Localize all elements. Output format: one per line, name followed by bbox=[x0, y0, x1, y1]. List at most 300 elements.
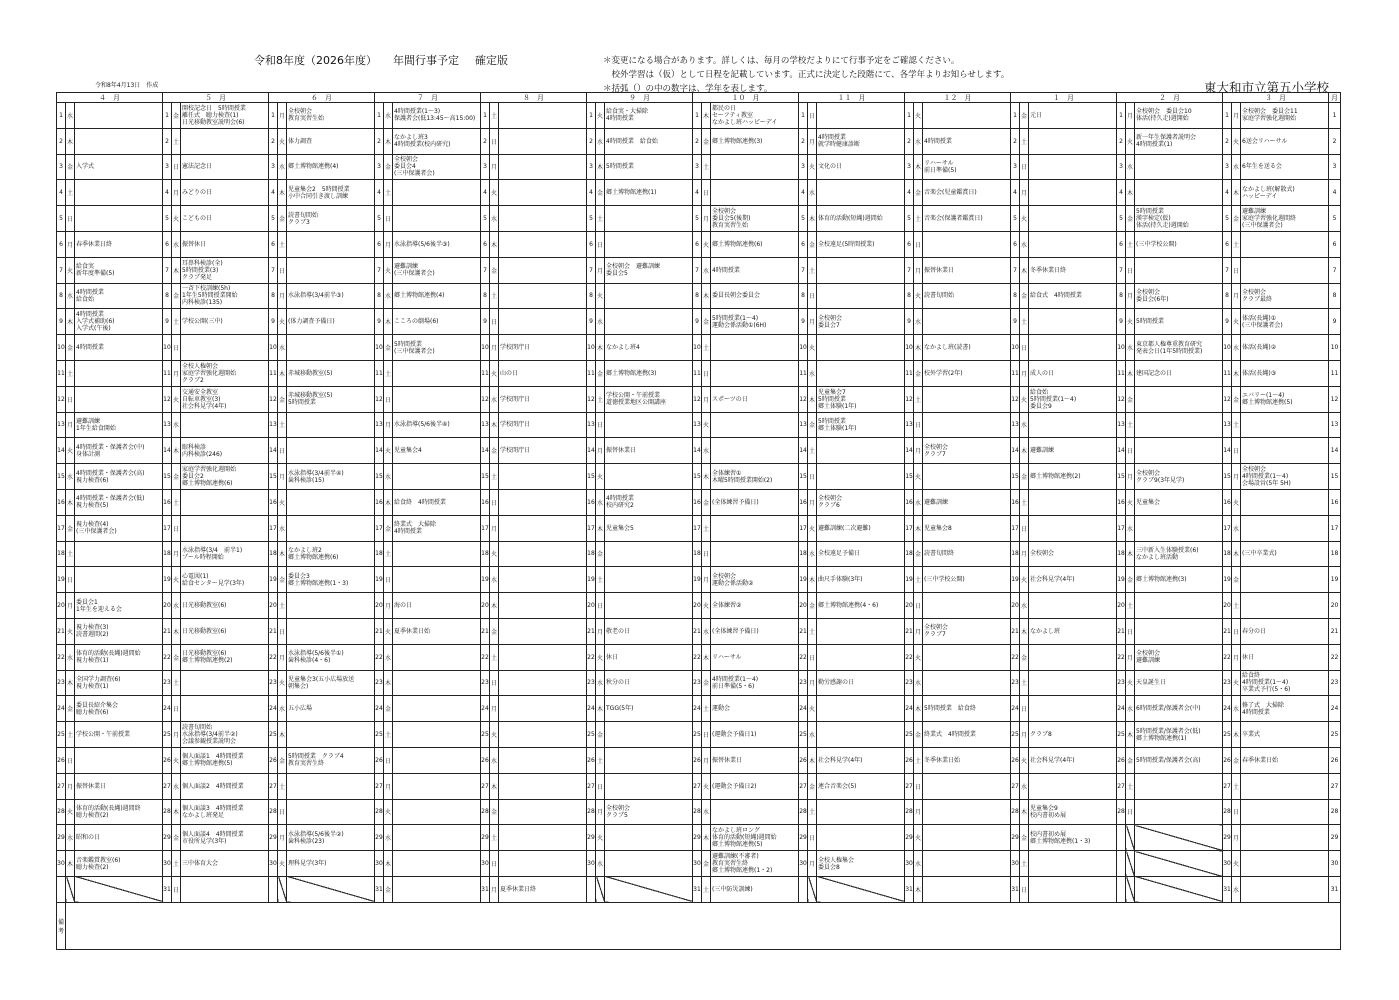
row-day-number: 2 bbox=[1329, 128, 1341, 154]
event-cell: 都民の日 セーフティ教室 なかよし班ハッピーデイ bbox=[711, 103, 799, 129]
weekday-cell: 日 bbox=[1020, 154, 1029, 180]
event-cell bbox=[393, 722, 481, 748]
weekday-cell: 月 bbox=[1126, 283, 1135, 309]
weekday-cell: 水 bbox=[278, 154, 287, 180]
event-cell bbox=[499, 799, 587, 825]
event-cell: 社会科見学(4年) bbox=[1029, 567, 1117, 593]
event-cell bbox=[605, 567, 693, 593]
weekday-cell: 土 bbox=[1232, 412, 1241, 438]
day-number: 25 bbox=[375, 722, 384, 748]
day-number: 30 bbox=[481, 851, 490, 877]
day-number: 27 bbox=[163, 773, 172, 799]
note-line: 校外学習は（仮）として日程を記載しています。正式に決定した段階にて、各学年よりお知らせします。 bbox=[603, 70, 1010, 80]
weekday-cell: 土 bbox=[808, 438, 817, 464]
event-cell: 振替休業日 bbox=[75, 773, 163, 799]
event-cell bbox=[1135, 386, 1223, 412]
day-number: 7 bbox=[269, 257, 278, 283]
event-cell: 全校朝会 避難訓練 bbox=[1135, 644, 1223, 670]
day-number: 21 bbox=[57, 618, 66, 644]
weekday-cell: 水 bbox=[702, 257, 711, 283]
weekday-cell: 日 bbox=[1020, 876, 1029, 902]
day-number: 31 bbox=[481, 876, 490, 902]
weekday-cell: 水 bbox=[914, 489, 923, 515]
day-number: 20 bbox=[163, 593, 172, 619]
weekday-cell: 金 bbox=[702, 128, 711, 154]
event-cell: 児童集会3(五小広場放送 朝集会) bbox=[287, 670, 375, 696]
event-cell: 振替休日 bbox=[181, 231, 269, 257]
event-cell: 全校朝会 クラブ7 bbox=[923, 618, 1011, 644]
day-number: 11 bbox=[1223, 360, 1232, 386]
weekday-cell: 土 bbox=[596, 206, 605, 232]
weekday-cell: 火 bbox=[914, 644, 923, 670]
event-cell: 郷土博物館連携(4・6) bbox=[817, 593, 905, 619]
weekday-cell: 金 bbox=[384, 696, 393, 722]
event-cell: 日光移動教室(6) 郷土博物館連携(2) bbox=[181, 644, 269, 670]
event-cell: 全校朝会 クラブ6 bbox=[817, 489, 905, 515]
weekday-cell: 日 bbox=[1020, 335, 1029, 361]
event-cell: 運動会 bbox=[711, 696, 799, 722]
weekday-cell: 火 bbox=[1232, 851, 1241, 877]
weekday-cell: 日 bbox=[1020, 515, 1029, 541]
weekday-cell: 火 bbox=[1020, 206, 1029, 232]
weekday-cell: 金 bbox=[1126, 206, 1135, 232]
weekday-cell: 土 bbox=[278, 593, 287, 619]
day-number: 23 bbox=[57, 670, 66, 696]
event-cell bbox=[499, 257, 587, 283]
weekday-cell: 月 bbox=[596, 257, 605, 283]
day-number: 23 bbox=[693, 670, 702, 696]
event-cell: 読書旬間始 bbox=[923, 283, 1011, 309]
day-number: 11 bbox=[587, 360, 596, 386]
event-cell: 冬季休業日始 bbox=[923, 747, 1011, 773]
weekday-cell: 日 bbox=[1126, 438, 1135, 464]
row-day-number: 22 bbox=[1329, 644, 1341, 670]
event-cell: 全校朝会 bbox=[1029, 541, 1117, 567]
event-cell bbox=[711, 360, 799, 386]
day-number: 24 bbox=[799, 696, 808, 722]
day-number: 22 bbox=[1011, 644, 1020, 670]
weekday-cell: 火 bbox=[278, 309, 287, 335]
footer-row bbox=[57, 902, 1341, 949]
event-cell: 5時間授業 bbox=[1135, 309, 1223, 335]
weekday-cell: 水 bbox=[1020, 231, 1029, 257]
day-number: 2 bbox=[163, 128, 172, 154]
weekday-cell: 金 bbox=[1232, 206, 1241, 232]
day-number: 15 bbox=[375, 464, 384, 490]
month-header: ８ 月 bbox=[481, 93, 587, 103]
row-day-number: 13 bbox=[1329, 412, 1341, 438]
weekday-cell: 木 bbox=[1020, 257, 1029, 283]
weekday-cell: 木 bbox=[596, 335, 605, 361]
event-cell: 社会科見学(4年) bbox=[1029, 747, 1117, 773]
event-cell bbox=[711, 515, 799, 541]
day-number: 18 bbox=[163, 541, 172, 567]
weekday-cell: 月 bbox=[702, 567, 711, 593]
weekday-cell: 日 bbox=[596, 773, 605, 799]
event-cell: 児童集会8 bbox=[923, 515, 1011, 541]
day-number: 30 bbox=[1223, 851, 1232, 877]
weekday-cell: 水 bbox=[490, 206, 499, 232]
day-number: 25 bbox=[163, 722, 172, 748]
weekday-cell: 日 bbox=[1232, 438, 1241, 464]
event-cell bbox=[499, 644, 587, 670]
event-cell: 郷土博物館連携(6) bbox=[711, 231, 799, 257]
weekday-cell: 火 bbox=[596, 283, 605, 309]
day-number: 17 bbox=[905, 515, 914, 541]
day-number: 28 bbox=[481, 799, 490, 825]
weekday-cell: 水 bbox=[702, 618, 711, 644]
event-cell: なかよし班2 郷土博物館連携(6) bbox=[287, 541, 375, 567]
schedule-table bbox=[56, 92, 1341, 950]
weekday-cell: 木 bbox=[914, 154, 923, 180]
weekday-cell: 金 bbox=[1232, 747, 1241, 773]
event-cell: 5時間授業/保護者会(低) 郷土博物館連携(1) bbox=[1135, 722, 1223, 748]
day-number: 25 bbox=[1011, 722, 1020, 748]
event-cell: 全国学力調査(6) 視力検査(1) bbox=[75, 670, 163, 696]
day-number: 3 bbox=[1223, 154, 1232, 180]
day-number: 1 bbox=[57, 103, 66, 129]
weekday-cell: 金 bbox=[66, 335, 75, 361]
weekday-cell: 水 bbox=[66, 644, 75, 670]
weekday-cell: 木 bbox=[66, 309, 75, 335]
event-cell: 建国記念の日 bbox=[1135, 360, 1223, 386]
event-cell bbox=[923, 644, 1011, 670]
weekday-cell: 木 bbox=[808, 747, 817, 773]
weekday-cell: 土 bbox=[384, 722, 393, 748]
event-cell: 避難訓練 bbox=[1029, 438, 1117, 464]
event-cell: 水泳指導(5/6後半①) 歯科検診(4・6) bbox=[287, 644, 375, 670]
day-number: 6 bbox=[163, 231, 172, 257]
weekday-cell: 月 bbox=[172, 360, 181, 386]
day-number: 31 bbox=[1011, 876, 1020, 902]
weekday-cell: 木 bbox=[278, 541, 287, 567]
event-cell bbox=[499, 489, 587, 515]
weekday-cell: 木 bbox=[384, 489, 393, 515]
weekday-cell: 月 bbox=[914, 438, 923, 464]
day-header: 月 bbox=[1329, 93, 1341, 103]
weekday-cell: 金 bbox=[596, 722, 605, 748]
day-number: 15 bbox=[1011, 464, 1020, 490]
event-cell bbox=[1029, 876, 1117, 902]
event-cell: 音楽会(児童鑑賞日) bbox=[923, 180, 1011, 206]
weekday-cell: 月 bbox=[1126, 464, 1135, 490]
month-header: １２ 月 bbox=[905, 93, 1011, 103]
weekday-cell bbox=[1126, 876, 1135, 902]
day-number: 7 bbox=[1117, 257, 1126, 283]
day-number: 15 bbox=[57, 464, 66, 490]
weekday-cell: 木 bbox=[914, 335, 923, 361]
event-cell: 給食実 新年度準備(5) bbox=[75, 257, 163, 283]
weekday-cell: 土 bbox=[1020, 309, 1029, 335]
event-cell: 校内書初め展 郷土博物館連携(1・3) bbox=[1029, 825, 1117, 851]
weekday-cell: 月 bbox=[490, 335, 499, 361]
weekday-cell: 火 bbox=[172, 386, 181, 412]
weekday-cell: 日 bbox=[808, 644, 817, 670]
day-number: 20 bbox=[1223, 593, 1232, 619]
weekday-cell: 月 bbox=[490, 515, 499, 541]
event-cell bbox=[1135, 180, 1223, 206]
event-cell: 5時間授業 漢字検定(仮) 体活(持久走)週開始 bbox=[1135, 206, 1223, 232]
day-number: 23 bbox=[1223, 670, 1232, 696]
day-number: 12 bbox=[163, 386, 172, 412]
day-number: 22 bbox=[905, 644, 914, 670]
weekday-cell: 金 bbox=[1126, 386, 1135, 412]
weekday-cell: 日 bbox=[1126, 799, 1135, 825]
day-number: 18 bbox=[693, 541, 702, 567]
day-number: 21 bbox=[481, 618, 490, 644]
weekday-cell: 月 bbox=[808, 128, 817, 154]
weekday-cell: 火 bbox=[596, 464, 605, 490]
day-number: 15 bbox=[693, 464, 702, 490]
day-number: 19 bbox=[481, 567, 490, 593]
event-cell bbox=[181, 128, 269, 154]
event-cell bbox=[75, 876, 163, 902]
weekday-cell: 月 bbox=[490, 696, 499, 722]
day-number: 14 bbox=[57, 438, 66, 464]
event-cell bbox=[1135, 876, 1223, 902]
weekday-cell: 土 bbox=[66, 360, 75, 386]
day-number: 8 bbox=[57, 283, 66, 309]
day-number: 10 bbox=[799, 335, 808, 361]
event-cell: 休日 bbox=[605, 644, 693, 670]
event-cell bbox=[1029, 773, 1117, 799]
event-cell bbox=[923, 464, 1011, 490]
weekday-cell: 日 bbox=[808, 283, 817, 309]
day-number: 13 bbox=[693, 412, 702, 438]
event-cell bbox=[1241, 489, 1329, 515]
footer-label: 備考 bbox=[57, 902, 66, 949]
day-number: 26 bbox=[905, 747, 914, 773]
event-cell bbox=[923, 773, 1011, 799]
day-number: 13 bbox=[163, 412, 172, 438]
day-number: 20 bbox=[905, 593, 914, 619]
day-number: 12 bbox=[799, 386, 808, 412]
weekday-cell: 金 bbox=[278, 747, 287, 773]
weekday-cell: 火 bbox=[596, 103, 605, 129]
event-cell: 卒業式 bbox=[1241, 722, 1329, 748]
day-number: 3 bbox=[269, 154, 278, 180]
day-number: 30 bbox=[375, 851, 384, 877]
event-cell: 全校朝会 委員会7 bbox=[817, 309, 905, 335]
weekday-cell: 日 bbox=[490, 489, 499, 515]
month-header: ６ 月 bbox=[269, 93, 375, 103]
event-cell: 東京都人権尊重教育研究 発表会日(1年5時間授業) bbox=[1135, 335, 1223, 361]
event-cell bbox=[1135, 799, 1223, 825]
weekday-cell: 水 bbox=[66, 103, 75, 129]
event-cell: 全校朝会 委員会11 家庭学習強化週開始 bbox=[1241, 103, 1329, 129]
weekday-cell bbox=[1126, 825, 1135, 851]
weekday-cell: 金 bbox=[1020, 464, 1029, 490]
weekday-cell: 月 bbox=[1020, 722, 1029, 748]
weekday-cell: 月 bbox=[384, 593, 393, 619]
weekday-cell: 日 bbox=[66, 747, 75, 773]
weekday-cell: 火 bbox=[808, 335, 817, 361]
day-number: 10 bbox=[693, 335, 702, 361]
event-cell bbox=[287, 438, 375, 464]
day-number: 12 bbox=[375, 386, 384, 412]
weekday-cell: 木 bbox=[1232, 360, 1241, 386]
weekday-cell: 水 bbox=[384, 103, 393, 129]
event-cell: 5時間授業 郷土体験(1年) bbox=[817, 412, 905, 438]
event-cell: (三中学校公開) bbox=[923, 567, 1011, 593]
event-cell: 4時間授業 給食始 bbox=[605, 128, 693, 154]
day-number: 10 bbox=[163, 335, 172, 361]
day-number: 5 bbox=[799, 206, 808, 232]
weekday-cell: 月 bbox=[1232, 283, 1241, 309]
event-cell bbox=[499, 618, 587, 644]
day-number: 28 bbox=[905, 799, 914, 825]
event-cell bbox=[711, 180, 799, 206]
title-sub: 年間行事予定 bbox=[393, 54, 459, 67]
weekday-cell: 木 bbox=[1020, 438, 1029, 464]
event-cell bbox=[605, 851, 693, 877]
row-day-number: 5 bbox=[1329, 206, 1341, 232]
day-number: 13 bbox=[57, 412, 66, 438]
weekday-cell: 木 bbox=[1232, 541, 1241, 567]
event-cell: 心電図(1) 給食センター見学(3年) bbox=[181, 567, 269, 593]
event-cell bbox=[75, 180, 163, 206]
weekday-cell: 土 bbox=[702, 515, 711, 541]
event-cell bbox=[1029, 180, 1117, 206]
event-cell: 委員長紹介集会 聴力検査(6) bbox=[75, 696, 163, 722]
event-cell: 全校朝会 クラブ9(3年見学) bbox=[1135, 464, 1223, 490]
event-cell bbox=[393, 206, 481, 232]
weekday-cell: 月 bbox=[172, 541, 181, 567]
day-number: 21 bbox=[1223, 618, 1232, 644]
weekday-cell: 金 bbox=[490, 618, 499, 644]
weekday-cell: 火 bbox=[808, 696, 817, 722]
weekday-cell: 水 bbox=[702, 799, 711, 825]
day-row bbox=[57, 799, 1341, 825]
day-number: 16 bbox=[1117, 489, 1126, 515]
day-row bbox=[57, 386, 1341, 412]
event-cell: 全校朝会 委員会(6年) bbox=[1135, 283, 1223, 309]
day-number: 25 bbox=[481, 722, 490, 748]
weekday-cell: 火 bbox=[914, 464, 923, 490]
day-number: 18 bbox=[1117, 541, 1126, 567]
weekday-cell: 水 bbox=[278, 515, 287, 541]
weekday-cell: 日 bbox=[808, 464, 817, 490]
day-number: 14 bbox=[375, 438, 384, 464]
day-number: 27 bbox=[799, 773, 808, 799]
event-cell: 全校遠足予備日 bbox=[817, 541, 905, 567]
weekday-cell: 木 bbox=[808, 567, 817, 593]
row-day-number: 19 bbox=[1329, 567, 1341, 593]
event-cell bbox=[181, 670, 269, 696]
event-cell bbox=[287, 515, 375, 541]
event-cell: 児童集会5 bbox=[605, 515, 693, 541]
day-number: 7 bbox=[799, 257, 808, 283]
day-number: 21 bbox=[693, 618, 702, 644]
day-number: 28 bbox=[269, 799, 278, 825]
event-cell: 夏季休業日終 bbox=[499, 876, 587, 902]
day-number: 22 bbox=[693, 644, 702, 670]
day-number: 9 bbox=[163, 309, 172, 335]
event-cell: 入学式 bbox=[75, 154, 163, 180]
event-cell bbox=[1029, 670, 1117, 696]
day-number: 8 bbox=[1223, 283, 1232, 309]
event-cell: 6年生を送る会 bbox=[1241, 154, 1329, 180]
day-number: 2 bbox=[375, 128, 384, 154]
event-cell: 一斉下校訓練(5h) 1年生5時間授業開始 内科検診(135) bbox=[181, 283, 269, 309]
day-number: 4 bbox=[1223, 180, 1232, 206]
event-cell: 昭和の日 bbox=[75, 825, 163, 851]
weekday-cell: 火 bbox=[1126, 489, 1135, 515]
day-number: 2 bbox=[481, 128, 490, 154]
event-cell bbox=[499, 747, 587, 773]
event-cell: こどもの日 bbox=[181, 206, 269, 232]
event-cell bbox=[181, 335, 269, 361]
day-row bbox=[57, 670, 1341, 696]
weekday-cell: 金 bbox=[596, 541, 605, 567]
day-number: 2 bbox=[1117, 128, 1126, 154]
event-cell bbox=[1029, 309, 1117, 335]
day-number: 16 bbox=[57, 489, 66, 515]
day-number: 20 bbox=[375, 593, 384, 619]
event-cell: 避難訓練 1年生給食開始 bbox=[75, 412, 163, 438]
weekday-cell: 土 bbox=[1232, 773, 1241, 799]
event-cell bbox=[1135, 154, 1223, 180]
weekday-cell: 水 bbox=[172, 593, 181, 619]
weekday-cell: 火 bbox=[172, 206, 181, 232]
weekday-cell: 水 bbox=[278, 335, 287, 361]
weekday-cell: 水 bbox=[1232, 696, 1241, 722]
weekday-cell: 火 bbox=[1232, 670, 1241, 696]
day-number: 9 bbox=[1011, 309, 1020, 335]
day-number: 23 bbox=[799, 670, 808, 696]
event-cell bbox=[181, 696, 269, 722]
weekday-cell: 日 bbox=[1126, 257, 1135, 283]
event-cell: 給食実・大掃除 4時間授業 bbox=[605, 103, 693, 129]
weekday-cell: 火 bbox=[278, 128, 287, 154]
day-number: 20 bbox=[693, 593, 702, 619]
day-number: 20 bbox=[1011, 593, 1020, 619]
weekday-cell: 月 bbox=[1126, 644, 1135, 670]
weekday-cell: 木 bbox=[702, 464, 711, 490]
day-number: 19 bbox=[587, 567, 596, 593]
event-cell: 4時間授業 就学時健康診断 bbox=[817, 128, 905, 154]
weekday-cell: 月 bbox=[1232, 103, 1241, 129]
day-number: 7 bbox=[163, 257, 172, 283]
day-number: 1 bbox=[375, 103, 384, 129]
day-number: 6 bbox=[905, 231, 914, 257]
day-row bbox=[57, 876, 1341, 902]
day-number: 22 bbox=[269, 644, 278, 670]
weekday-cell: 火 bbox=[914, 283, 923, 309]
day-number: 12 bbox=[57, 386, 66, 412]
event-cell bbox=[1135, 412, 1223, 438]
weekday-cell: 水 bbox=[1232, 876, 1241, 902]
event-cell: 校外学習(2年) bbox=[923, 360, 1011, 386]
day-number: 11 bbox=[799, 360, 808, 386]
day-number: 12 bbox=[693, 386, 702, 412]
event-cell: 4時間授業 bbox=[923, 128, 1011, 154]
weekday-cell: 火 bbox=[808, 154, 817, 180]
event-cell: 全校朝会 委員会10 体活(持久走)週開始 bbox=[1135, 103, 1223, 129]
weekday-cell: 水 bbox=[490, 747, 499, 773]
day-number: 7 bbox=[1223, 257, 1232, 283]
weekday-cell: 土 bbox=[1232, 593, 1241, 619]
weekday-cell: 水 bbox=[490, 386, 499, 412]
day-number: 19 bbox=[799, 567, 808, 593]
event-cell: 郷土博物館連携(3) bbox=[605, 360, 693, 386]
day-number: 5 bbox=[1223, 206, 1232, 232]
weekday-cell: 日 bbox=[278, 799, 287, 825]
event-cell bbox=[923, 231, 1011, 257]
weekday-cell: 金 bbox=[702, 851, 711, 877]
event-cell: 全校朝会 4時間授業(1〜4) 会場設営(5年 5H) bbox=[1241, 464, 1329, 490]
event-cell: 振替休業日 bbox=[923, 257, 1011, 283]
